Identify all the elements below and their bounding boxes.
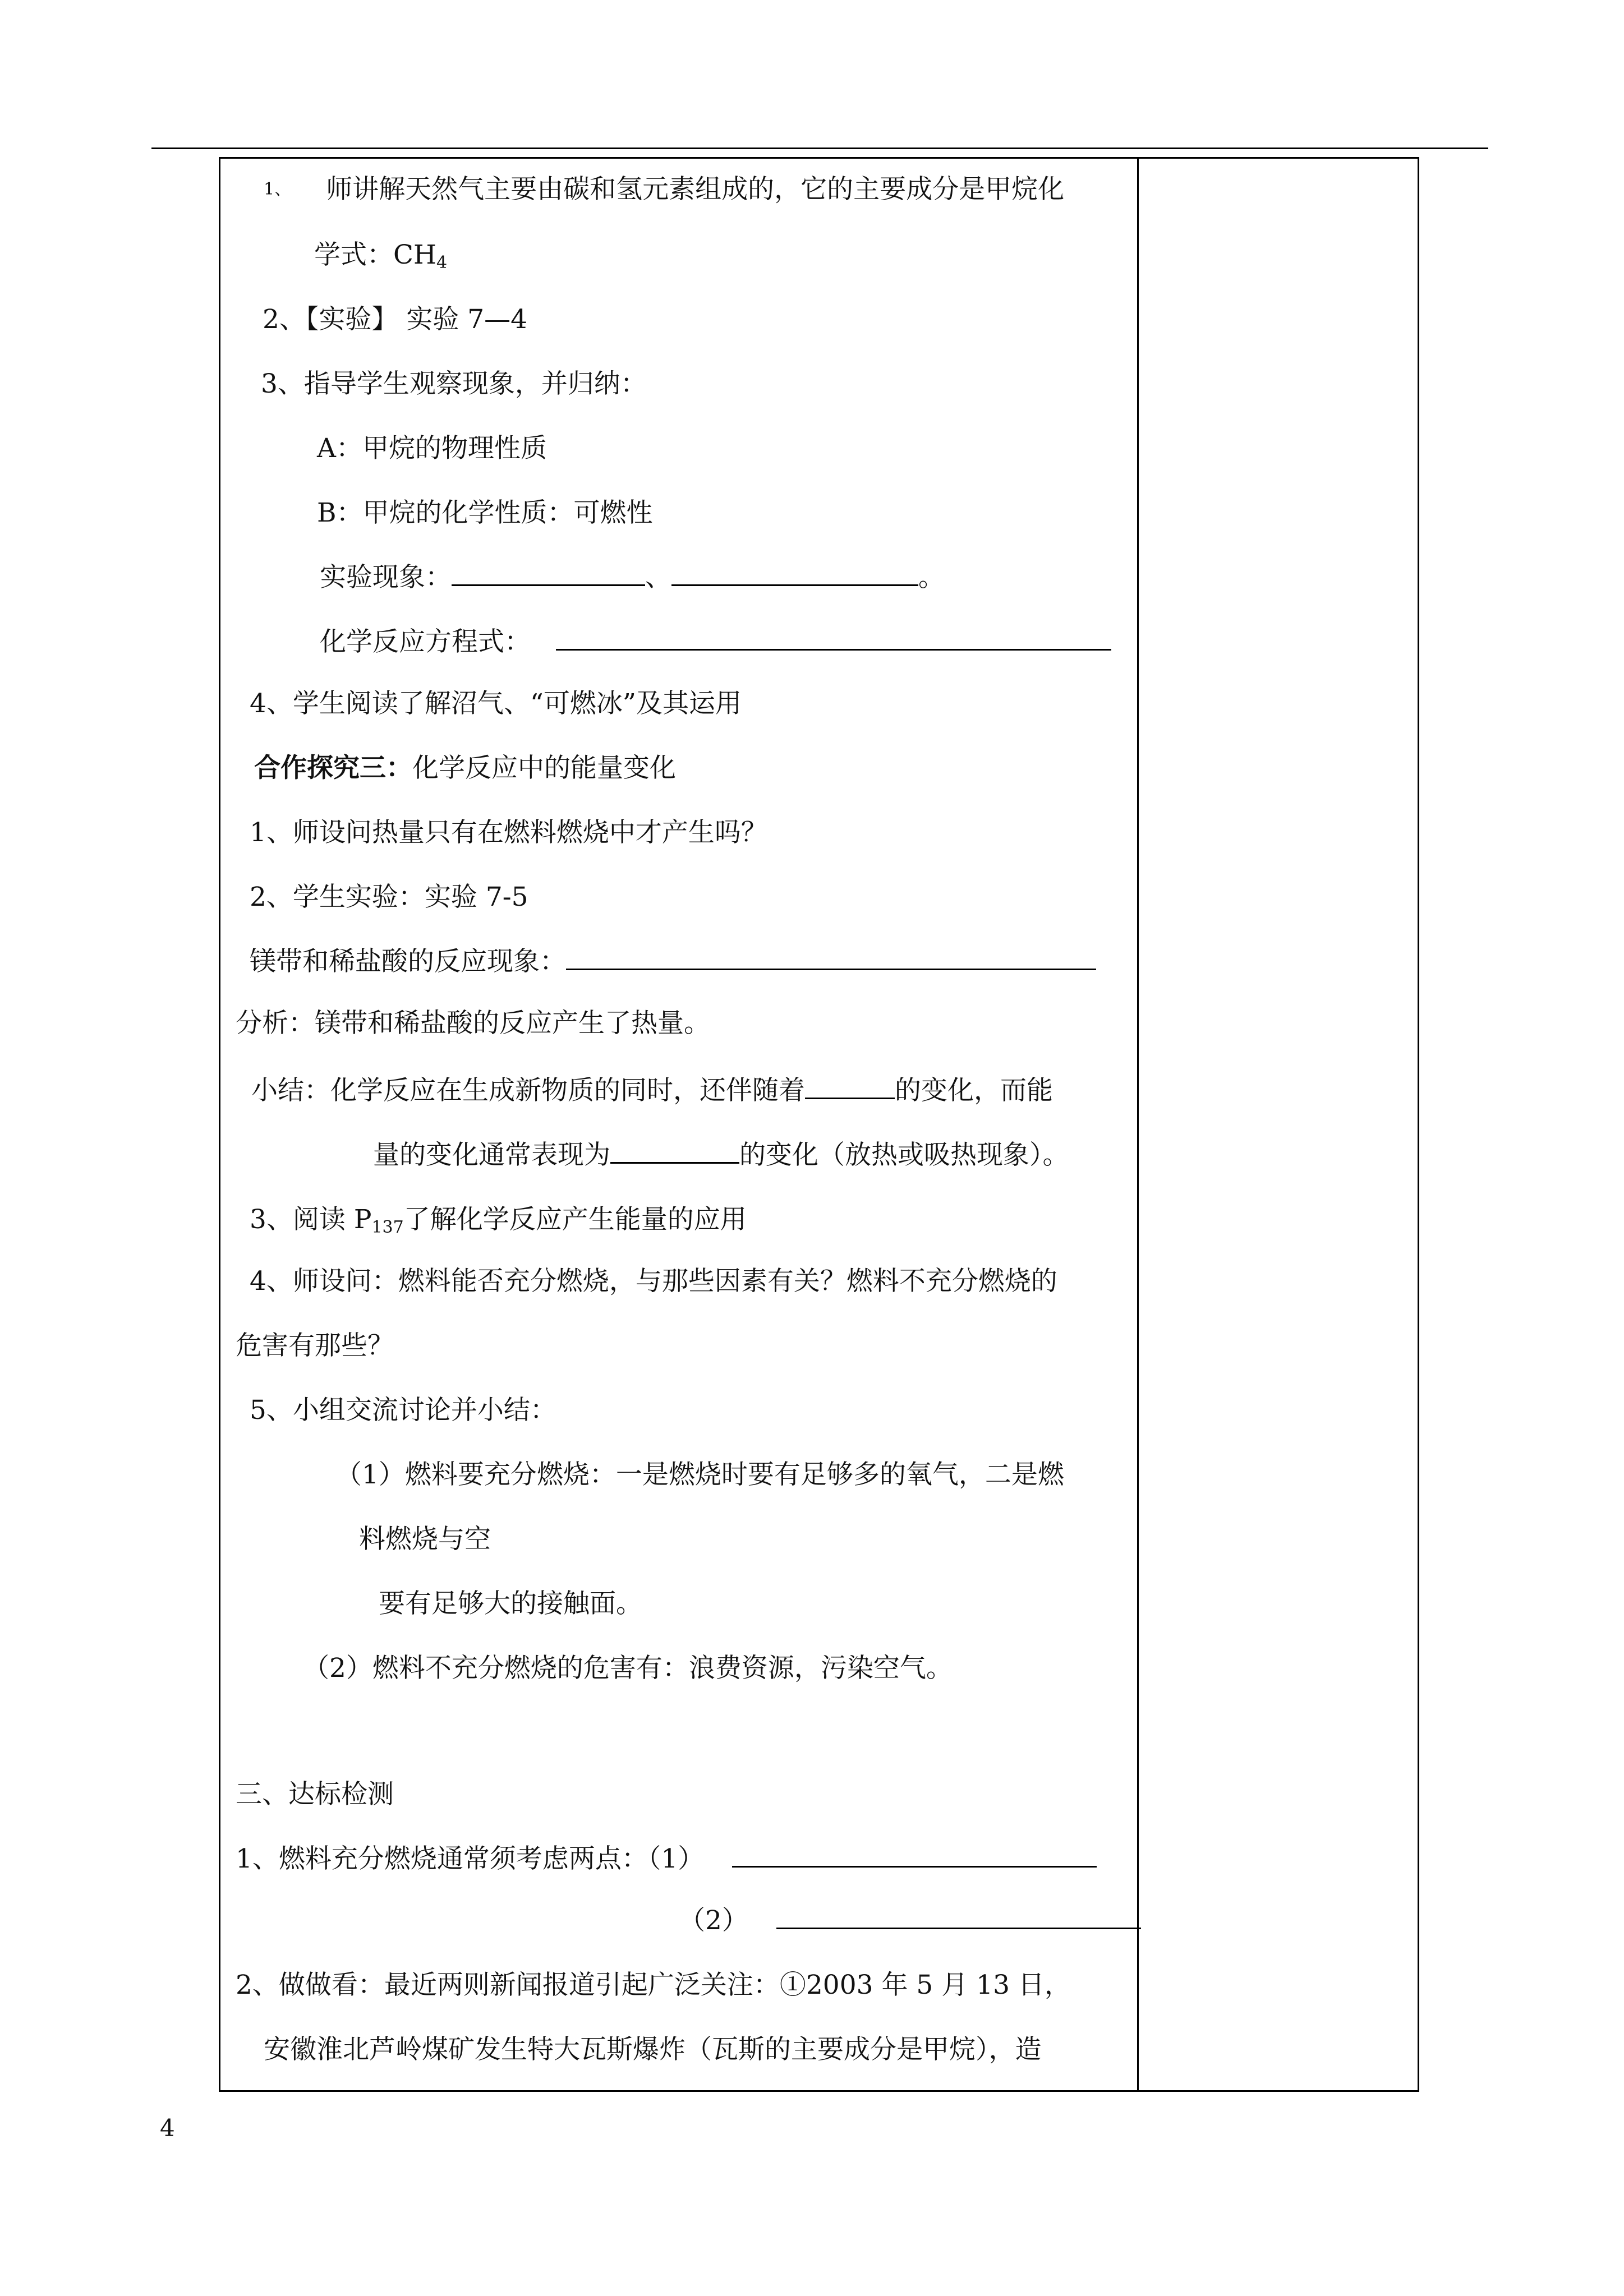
assessment-q1-blank-1 — [732, 1843, 1097, 1868]
methane-chemical: B：甲烷的化学性质：可燃性 — [317, 497, 653, 528]
student-experiment: 2、学生实验：实验 7-5 — [250, 882, 528, 912]
conclusion-1-cont-2: 要有足够大的接触面。 — [379, 1588, 642, 1619]
question-line: 1、师设问热量只有在燃料燃烧中才产生吗？ — [250, 817, 767, 848]
assessment-q2: 2、做做看：最近两则新闻报道引起广泛关注：①2003 年 5 月 13 日， — [236, 1970, 1071, 2000]
summary-blank-2 — [610, 1140, 739, 1164]
phenomenon-blank-2 — [671, 562, 918, 586]
item-1: 1、 师讲解天然气主要由碳和氢元素组成的，它的主要成分是甲烷化 — [264, 174, 1065, 205]
assessment-q1: 1、燃料充分燃烧通常须考虑两点：（1） — [236, 1842, 1097, 1876]
section-assessment: 三、达标检测 — [236, 1779, 394, 1810]
question-line-2-cont: 危害有那些？ — [236, 1330, 394, 1361]
conclusion-1: （1）燃料要充分燃烧：一是燃烧时要有足够多的氧气，二是燃 — [335, 1459, 1064, 1490]
reading-p137: 3、阅读 P137了解化学反应产生能量的应用 — [250, 1204, 747, 1237]
analysis-line: 分析：镁带和稀盐酸的反应产生了热量。 — [236, 1008, 710, 1039]
equation-blank — [556, 626, 1111, 651]
guide-line: 3、指导学生观察现象，并归纳： — [261, 368, 647, 399]
conclusion-2: （2）燃料不充分燃烧的危害有：浪费资源，污染空气。 — [303, 1653, 953, 1684]
header-rule — [151, 147, 1488, 149]
question-line-2: 4、师设问：燃料能否充分燃烧，与那些因素有关？燃料不充分燃烧的 — [250, 1266, 1057, 1297]
section-heading-3: 合作探究三：化学反应中的能量变化 — [254, 753, 676, 783]
phenomenon-line: 实验现象： 、 。 — [320, 562, 945, 593]
reaction-phenomenon-line: 镁带和稀盐酸的反应现象： — [250, 945, 1096, 979]
page-number: 4 — [160, 2114, 175, 2142]
reading-line: 4、学生阅读了解沼气、“可燃冰”及其运用 — [250, 688, 742, 719]
group-discussion: 5、小组交流讨论并小结： — [250, 1395, 556, 1426]
reaction-phenomenon-blank — [566, 946, 1096, 970]
chemical-formula-line: 学式：CH4 — [314, 239, 448, 273]
methane-physical: A：甲烷的物理性质 — [317, 433, 547, 464]
assessment-q2-cont: 安徽淮北芦岭煤矿发生特大瓦斯爆炸（瓦斯的主要成分是甲烷），造 — [264, 2034, 1042, 2065]
conclusion-1-cont: 料燃烧与空 — [359, 1524, 491, 1555]
phenomenon-blank-1 — [452, 562, 645, 586]
assessment-q1-blank-2 — [776, 1905, 1141, 1929]
experiment-line: 2、【实验】 实验 7—4 — [263, 304, 528, 335]
equation-line: 化学反应方程式： — [320, 625, 1111, 659]
assessment-q1-part2: （2） — [679, 1904, 1141, 1938]
summary-line-2: 量的变化通常表现为 的变化（放热或吸热现象）。 — [373, 1140, 1069, 1170]
summary-line-1: 小结：化学反应在生成新物质的同时，还伴随着 的变化，而能 — [251, 1075, 1053, 1106]
summary-blank-1 — [805, 1075, 895, 1099]
table-column-divider — [1137, 157, 1139, 2092]
